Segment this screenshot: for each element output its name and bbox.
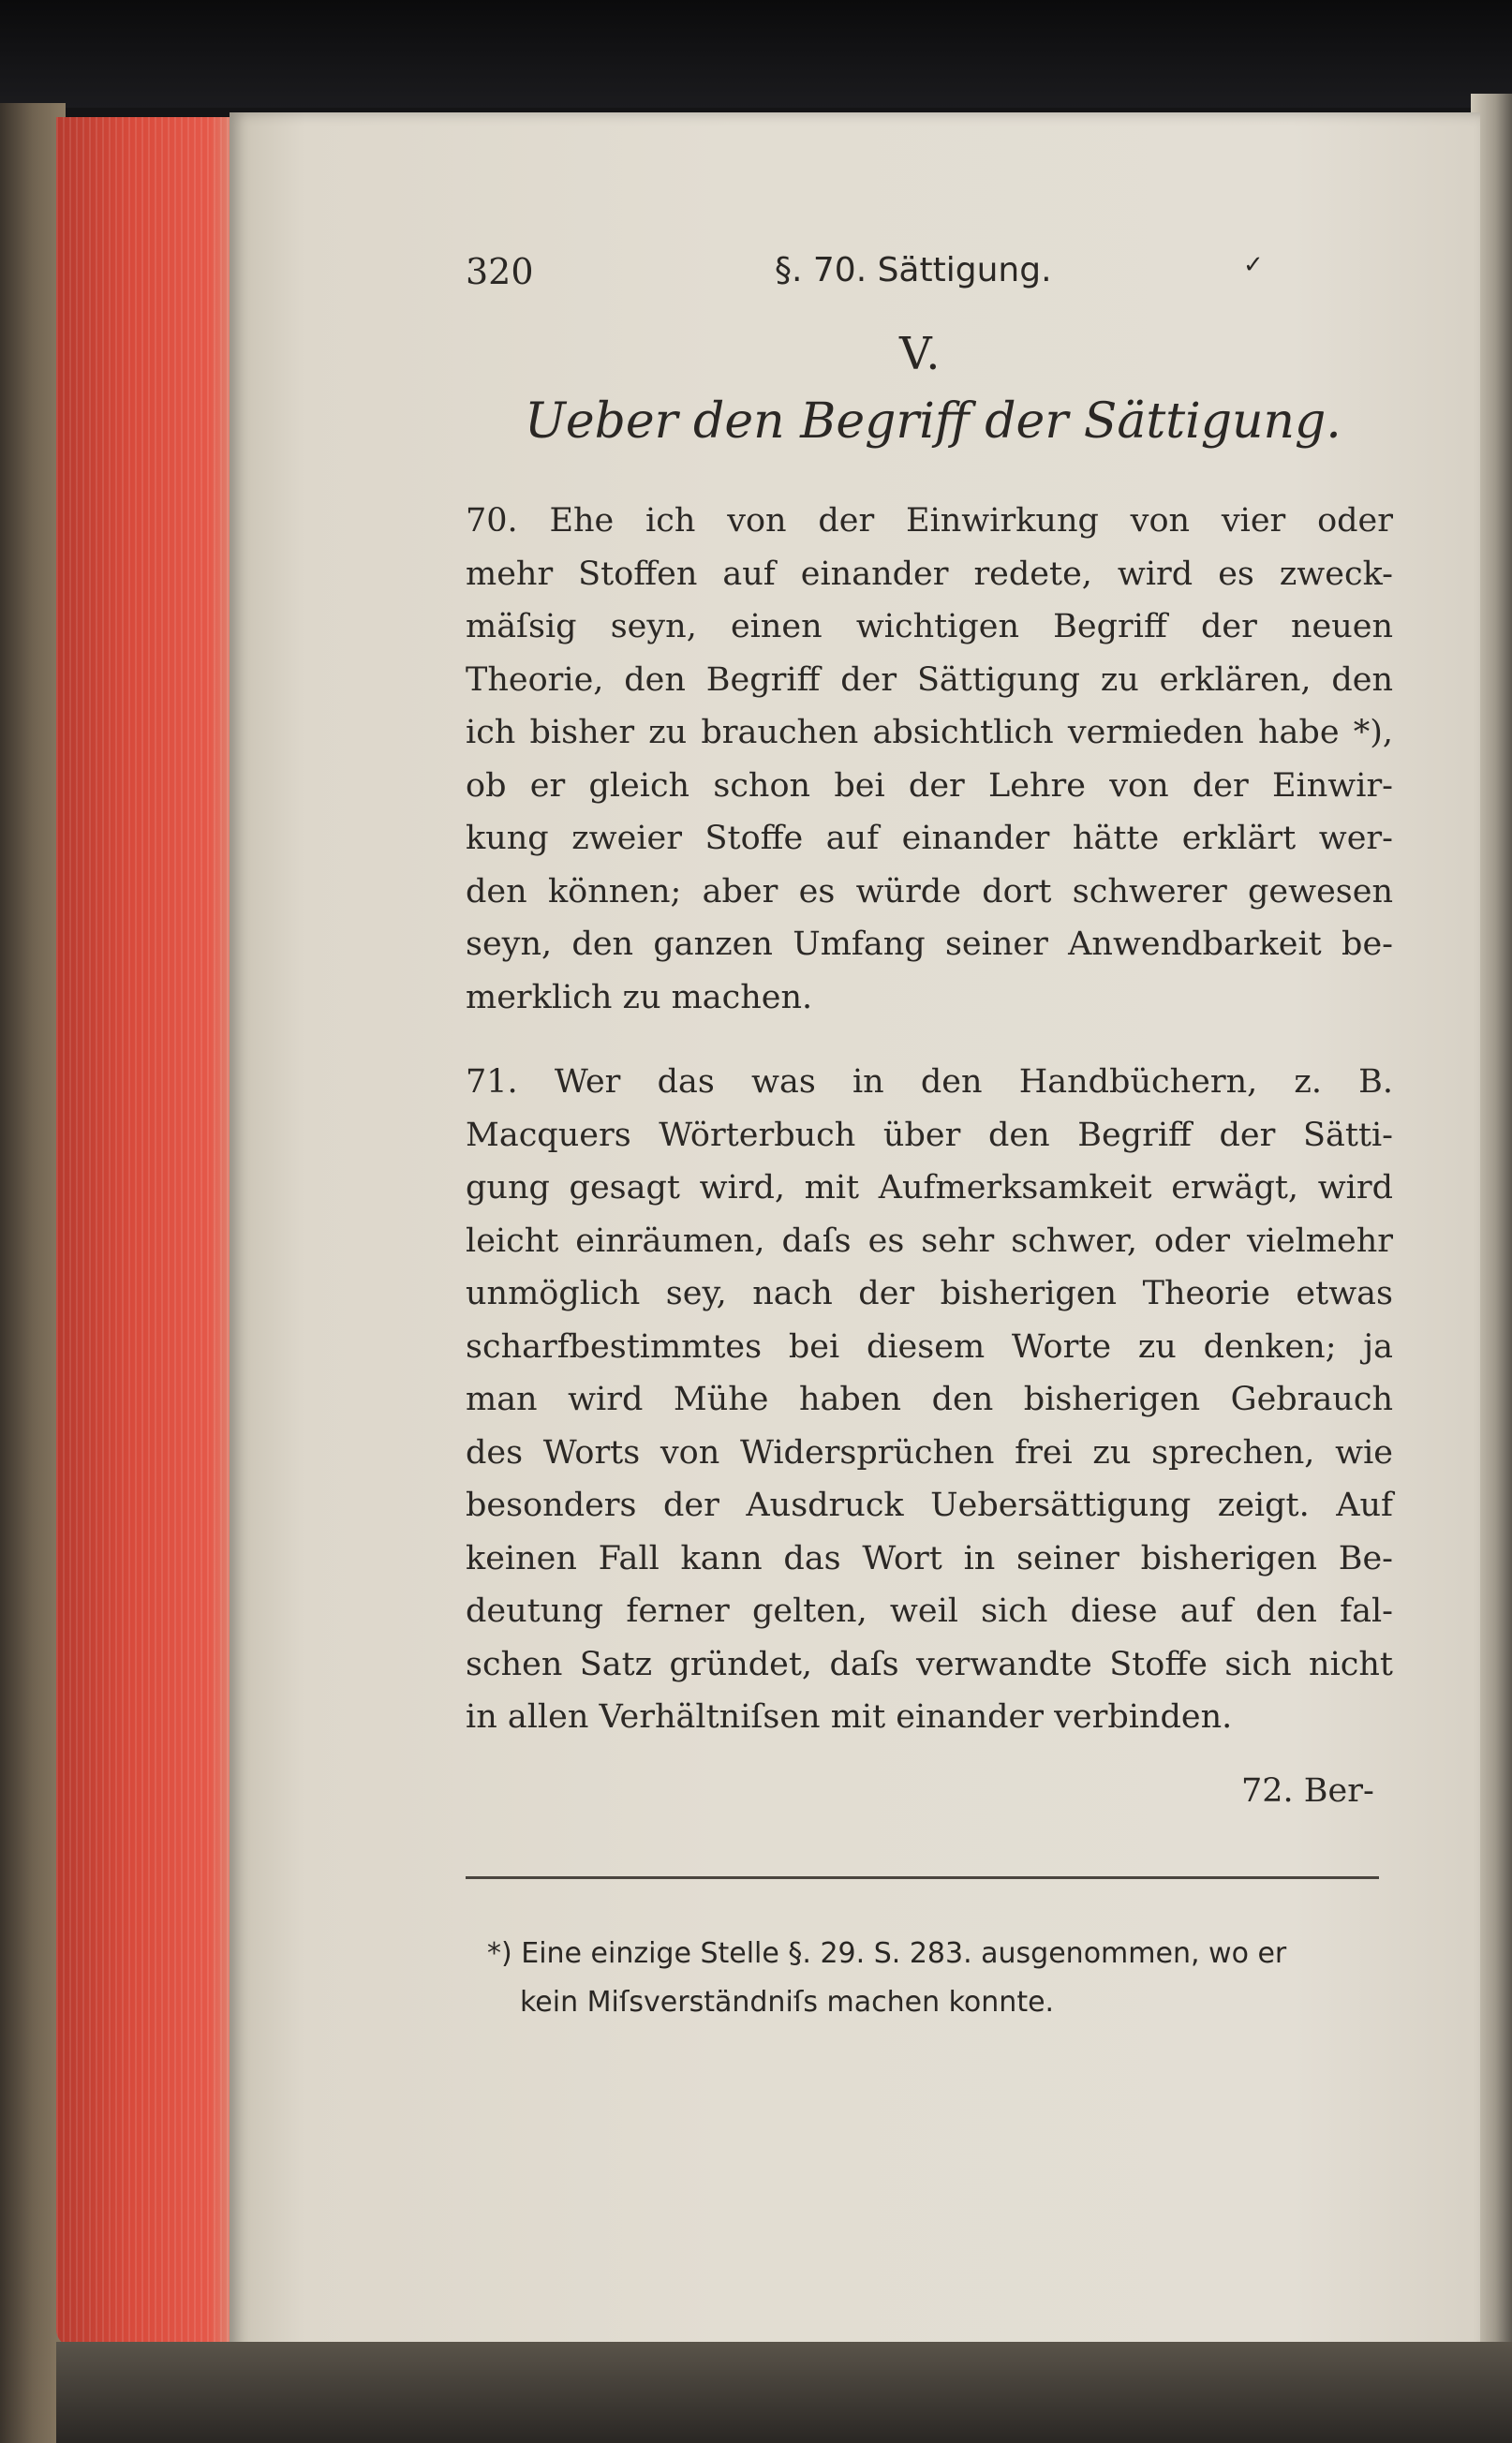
text-line: in allen Verhältniſsen mit einander verbinden. — [466, 1698, 1233, 1736]
backdrop — [0, 0, 1512, 108]
text-line: unmöglich sey, nach der bisherigen Theorie etwas — [466, 1275, 1393, 1312]
catchword: 72. Ber- — [1241, 1772, 1374, 1810]
paragraph-71 — [466, 1056, 1393, 1744]
text-line: des Worts von Widersprüchen frei zu sprechen, wie — [466, 1433, 1393, 1472]
bottom-shadow — [56, 2342, 1512, 2443]
footnote-line: kein Miſsverständniſs machen konnte. — [520, 1986, 1055, 2019]
red-page-edges — [56, 117, 248, 2347]
text-line: besonders der Ausdruck Uebersättigung zeigt. Auf — [466, 1487, 1393, 1524]
text-line: mäſsig seyn, einen wichtigen Begriff der neuen — [466, 608, 1393, 645]
chapter-title: Ueber den Begriff der Sättigung. — [525, 393, 1342, 450]
footnote-divider — [466, 1876, 1379, 1879]
text-line: deutung ferner gelten, weil sich diese auf den fal- — [466, 1592, 1393, 1630]
text-line: ob er gleich schon bei der Lehre von der Einwir- — [466, 766, 1393, 805]
text-line: den können; aber es würde dort schwerer gewesen — [466, 872, 1393, 911]
text-line: merklich zu machen. — [466, 978, 813, 1016]
text-line: man wird Mühe haben den bisherigen Gebrauch — [466, 1381, 1393, 1418]
text-line: Macquers Wörterbuch über den Begriff der Sätti- — [466, 1116, 1393, 1154]
text-line: keinen Fall kann das Wort in seiner bisherigen Be- — [466, 1539, 1393, 1577]
text-line: 70. Ehe ich von der Einwirkung von vier oder — [466, 502, 1393, 540]
paragraph-70 — [466, 495, 1393, 1024]
text-line: ich bisher zu brauchen absichtlich vermieden habe *), — [466, 714, 1393, 751]
section-heading: §. 70. Sättigung. — [775, 251, 1052, 289]
text-line: scharfbestimmtes bei diesem Worte zu denken; ja — [466, 1327, 1393, 1366]
text-line: kung zweier Stoffe auf einander hätte erklärt wer- — [466, 820, 1393, 857]
text-line: mehr Stoffen auf einander redete, wird es zweck- — [466, 555, 1393, 593]
page-number: 320 — [466, 251, 534, 292]
footnote-line: *) Eine einzige Stelle §. 29. S. 283. ausgenommen, wo er — [487, 1937, 1287, 1970]
text-line: seyn, den ganzen Umfang seiner Anwendbarkeit be- — [466, 925, 1393, 963]
text-line: Theorie, den Begriff der Sättigung zu erklären, den — [466, 660, 1393, 699]
text-line: gung gesagt wird, mit Aufmerksamkeit erwägt, wird — [466, 1169, 1393, 1207]
text-line: leicht einräumen, daſs es sehr schwer, oder vielmehr — [466, 1222, 1393, 1260]
text-line: 71. Wer das was in den Handbüchern, z. B. — [466, 1063, 1393, 1101]
running-head — [466, 251, 1271, 307]
text-line: schen Satz gründet, daſs verwandte Stoffe sich nicht — [466, 1645, 1393, 1683]
footnote — [487, 1930, 1386, 2027]
check-mark-icon: ✓ — [1243, 251, 1264, 279]
chapter-number: V. — [899, 328, 942, 380]
